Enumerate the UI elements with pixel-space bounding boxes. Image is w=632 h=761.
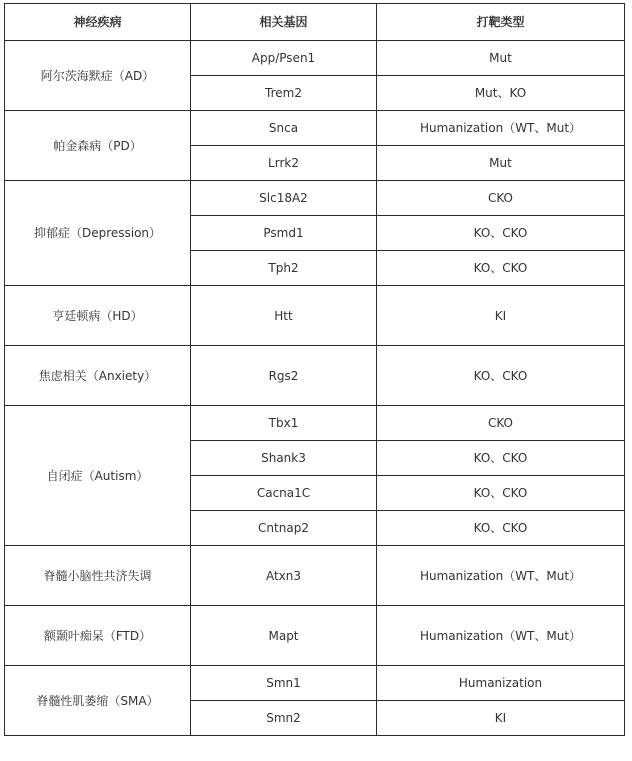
type-cell: KI bbox=[377, 286, 625, 346]
gene-cell: Smn2 bbox=[191, 701, 377, 736]
table-row bbox=[5, 606, 625, 666]
gene-cell: App/Psen1 bbox=[191, 41, 377, 76]
type-cell: Mut bbox=[377, 41, 625, 76]
gene-cell: Htt bbox=[191, 286, 377, 346]
gene-cell: Trem2 bbox=[191, 76, 377, 111]
type-cell: KO、CKO bbox=[377, 346, 625, 406]
gene-cell: Tbx1 bbox=[191, 406, 377, 441]
gene-cell: Slc18A2 bbox=[191, 181, 377, 216]
gene-cell: Psmd1 bbox=[191, 216, 377, 251]
type-cell: KI bbox=[377, 701, 625, 736]
gene-cell: Cntnap2 bbox=[191, 511, 377, 546]
gene-cell: Snca bbox=[191, 111, 377, 146]
gene-cell: Smn1 bbox=[191, 666, 377, 701]
type-cell: Mut bbox=[377, 146, 625, 181]
type-cell: Humanization（WT、Mut） bbox=[377, 546, 625, 606]
type-cell: Humanization（WT、Mut） bbox=[377, 111, 625, 146]
header-row bbox=[5, 4, 625, 41]
table-row bbox=[5, 666, 625, 701]
disease-cell: 帕金森病（PD） bbox=[5, 111, 191, 181]
type-cell: Humanization bbox=[377, 666, 625, 701]
disease-cell: 额颞叶痴呆（FTD） bbox=[5, 606, 191, 666]
type-cell: KO、CKO bbox=[377, 441, 625, 476]
type-cell: CKO bbox=[377, 181, 625, 216]
gene-cell: Tph2 bbox=[191, 251, 377, 286]
gene-cell: Mapt bbox=[191, 606, 377, 666]
type-cell: KO、CKO bbox=[377, 251, 625, 286]
type-cell: CKO bbox=[377, 406, 625, 441]
disease-cell: 脊髓性肌萎缩（SMA） bbox=[5, 666, 191, 736]
type-cell: KO、CKO bbox=[377, 476, 625, 511]
type-cell: Mut、KO bbox=[377, 76, 625, 111]
gene-cell: Lrrk2 bbox=[191, 146, 377, 181]
type-cell: KO、CKO bbox=[377, 511, 625, 546]
header-type: 打靶类型 bbox=[377, 4, 625, 41]
disease-cell: 自闭症（Autism） bbox=[5, 406, 191, 546]
table-row bbox=[5, 111, 625, 146]
table-row bbox=[5, 181, 625, 216]
table-row bbox=[5, 286, 625, 346]
disease-cell: 脊髓小脑性共济失调 bbox=[5, 546, 191, 606]
type-cell: KO、CKO bbox=[377, 216, 625, 251]
gene-cell: Rgs2 bbox=[191, 346, 377, 406]
gene-cell: Shank3 bbox=[191, 441, 377, 476]
table-row bbox=[5, 546, 625, 606]
disease-cell: 焦虑相关（Anxiety） bbox=[5, 346, 191, 406]
disease-cell: 阿尔茨海默症（AD） bbox=[5, 41, 191, 111]
table-row bbox=[5, 41, 625, 76]
gene-cell: Cacna1C bbox=[191, 476, 377, 511]
type-cell: Humanization（WT、Mut） bbox=[377, 606, 625, 666]
table-row bbox=[5, 406, 625, 441]
disease-cell: 亨廷顿病（HD） bbox=[5, 286, 191, 346]
disease-gene-table bbox=[4, 3, 625, 736]
header-disease: 神经疾病 bbox=[5, 4, 191, 41]
disease-cell: 抑郁症（Depression） bbox=[5, 181, 191, 286]
gene-cell: Atxn3 bbox=[191, 546, 377, 606]
table-row bbox=[5, 346, 625, 406]
header-gene: 相关基因 bbox=[191, 4, 377, 41]
